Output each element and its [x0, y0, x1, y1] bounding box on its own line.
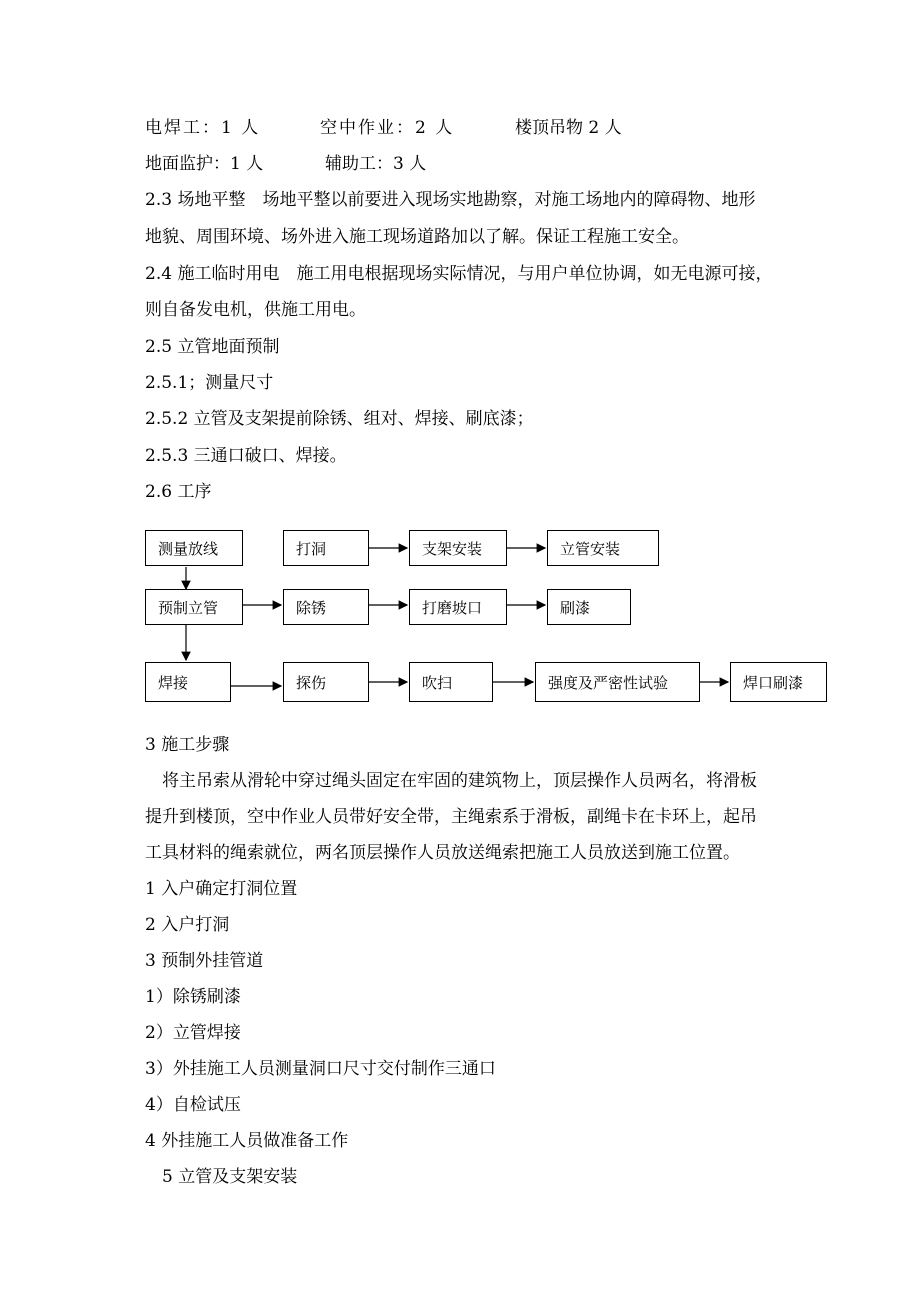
staff-roof-hoist: 楼顶吊物 2 人	[515, 118, 622, 138]
section-2-5-2: 2.5.2 立管及支架提前除锈、组对、焊接、刷底漆；	[145, 409, 534, 429]
section-2-4-line-1: 2.4 施工临时用电 施工用电根据现场实际情况，与用户单位协调，如无电源可接，	[145, 264, 773, 284]
section-2-5-heading: 2.5 立管地面预制	[145, 337, 280, 357]
flow-box-derust: 除锈	[283, 589, 369, 625]
flow-box-purge: 吹扫	[409, 662, 493, 702]
staff-assistant: 辅助工：3 人	[325, 154, 427, 174]
staff-ground-monitor: 地面监护：1 人	[145, 154, 264, 174]
flow-box-bracket-install: 支架安装	[409, 530, 507, 566]
flow-box-weld: 焊接	[145, 662, 231, 702]
flow-box-joint-paint: 焊口刷漆	[730, 662, 827, 702]
section-3-para-line-1: 将主吊索从滑轮中穿过绳头固定在牢固的建筑物上，顶层操作人员两名，将滑板	[145, 771, 757, 791]
step-sub-1: 1）除锈刷漆	[145, 987, 241, 1007]
flow-box-bevel: 打磨坡口	[409, 589, 507, 625]
flow-box-prefab-riser: 预制立管	[145, 589, 243, 625]
flow-box-riser-install: 立管安装	[547, 530, 659, 566]
step-sub-4: 4）自检试压	[145, 1095, 241, 1115]
staff-aerial: 空中作业：2 人	[320, 118, 455, 138]
step-sub-2: 2）立管焊接	[145, 1023, 241, 1043]
step-item-3: 3 预制外挂管道	[145, 951, 264, 971]
step-item-5: 5 立管及支架安装	[145, 1167, 298, 1187]
section-2-5-1: 2.5.1；测量尺寸	[145, 373, 274, 393]
flow-box-paint: 刷漆	[547, 589, 631, 625]
section-2-4-line-2: 则自备发电机，供施工用电。	[145, 300, 366, 320]
flow-box-survey: 测量放线	[145, 530, 243, 566]
staff-welder: 电焊工：1 人	[145, 118, 261, 138]
section-2-5-3: 2.5.3 三通口破口、焊接。	[145, 446, 347, 466]
step-item-2: 2 入户打洞	[145, 915, 230, 935]
flow-box-flaw-detect: 探伤	[283, 662, 369, 702]
section-2-3-line-2: 地貌、周围环境、场外进入施工现场道路加以了解。保证工程施工安全。	[145, 227, 689, 247]
flow-box-strength-test: 强度及严密性试验	[535, 662, 700, 702]
section-3-para-line-3: 工具材料的绳索就位，两名顶层操作人员放送绳索把施工人员放送到施工位置。	[145, 843, 740, 863]
section-2-3-line-1: 2.3 场地平整 场地平整以前要进入现场实地勘察，对施工场地内的障碍物、地形	[145, 190, 756, 210]
step-item-4: 4 外挂施工人员做准备工作	[145, 1131, 349, 1151]
section-3-heading: 3 施工步骤	[145, 735, 230, 755]
section-2-6-heading: 2.6 工序	[145, 482, 212, 502]
step-sub-3: 3）外挂施工人员测量洞口尺寸交付制作三通口	[145, 1059, 496, 1079]
flow-box-dig-hole: 打洞	[283, 530, 369, 566]
step-item-1: 1 入户确定打洞位置	[145, 879, 298, 899]
section-3-para-line-2: 提升到楼顶，空中作业人员带好安全带，主绳索系于滑板，副绳卡在卡环上，起吊	[145, 807, 757, 827]
